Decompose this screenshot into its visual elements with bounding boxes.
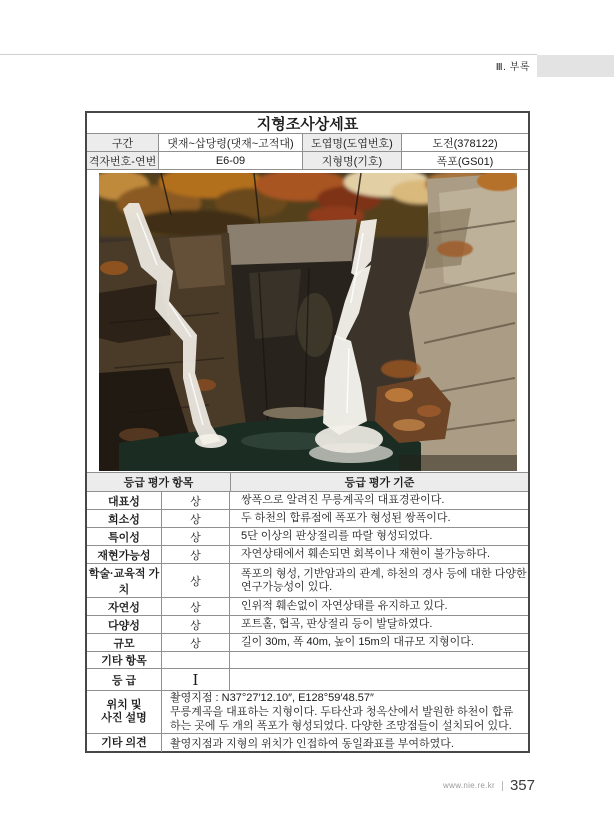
- info-label: 격자번호-연번: [87, 152, 158, 169]
- section-label: Ⅲ. 부록: [495, 62, 530, 73]
- location-description: 무릉계곡을 대표하는 지형이다. 두타산과 청옥산에서 발원한 하천이 합류하는 곳에 두 개의 폭포가 형성되었다. 다양한 조망점들이 설치되어 있다.: [170, 706, 514, 732]
- evaluation-criteria: [229, 652, 528, 668]
- evaluation-item: 학술·교육적 가치: [88, 567, 160, 596]
- evaluation-item: 등 급: [111, 674, 137, 687]
- evaluation-grade: Ⅰ: [161, 669, 229, 690]
- opinion-row: [87, 733, 528, 752]
- evaluation-header-row: [87, 472, 528, 491]
- evaluation-criteria: 인위적 훼손없이 자연상태를 유지하고 있다.: [229, 598, 528, 615]
- evaluation-criteria: 두 하천의 합류점에 폭포가 형성된 쌍폭이다.: [229, 510, 528, 527]
- evaluation-grade: 상: [161, 546, 229, 563]
- evaluation-item: 다양성: [108, 619, 140, 632]
- evaluation-criteria: [229, 669, 528, 690]
- evaluation-grade: 상: [161, 634, 229, 651]
- waterfall-photo: [99, 173, 517, 471]
- info-value: 도전(378122): [401, 134, 528, 151]
- info-row: [87, 151, 528, 169]
- evaluation-row: [87, 491, 528, 509]
- evaluation-item: 규모: [113, 637, 135, 650]
- info-value: E6-09: [158, 152, 302, 169]
- evaluation-grade: 상: [161, 616, 229, 633]
- page-number: 357: [509, 777, 535, 794]
- location-label-line2: 사진 설명: [101, 712, 147, 724]
- info-value: 폭포(GS01): [401, 152, 528, 169]
- location-label-line1: 위치 및: [106, 699, 142, 711]
- evaluation-header-criteria: 등급 평가 기준: [230, 473, 528, 491]
- evaluation-item: 대표성: [108, 495, 140, 508]
- evaluation-row: [87, 651, 528, 668]
- photo-row: [87, 169, 528, 472]
- evaluation-criteria: 길이 30m, 폭 40m, 높이 15m의 대규모 지형이다.: [229, 634, 528, 651]
- evaluation-item: 기타 항목: [101, 655, 147, 667]
- info-value: 댓재~삽당령(댓재~고적대): [158, 134, 302, 151]
- opinion-label: 기타 의견: [101, 736, 147, 749]
- evaluation-item: 자연성: [108, 601, 140, 614]
- evaluation-item: 재현가능성: [97, 549, 151, 562]
- evaluation-grade: 상: [161, 598, 229, 615]
- evaluation-item: 희소성: [108, 513, 140, 526]
- evaluation-grade: 상: [161, 564, 229, 597]
- evaluation-row: [87, 615, 528, 633]
- evaluation-row: [87, 668, 528, 690]
- shot-point: 촬영지점 : N37°27′12.10″, E128°59′48.57″: [170, 692, 374, 704]
- location-row: [87, 690, 528, 733]
- evaluation-row: [87, 527, 528, 545]
- evaluation-row: [87, 545, 528, 563]
- table-title: 지형조사상세표: [256, 115, 359, 133]
- info-row: [87, 133, 528, 151]
- evaluation-header-item: 등급 평가 항목: [87, 473, 230, 491]
- info-label: 도엽명(도엽번호): [302, 134, 401, 151]
- evaluation-row: [87, 563, 528, 597]
- evaluation-item: 특이성: [108, 531, 140, 544]
- page-footer: [443, 777, 535, 794]
- website-url: www.nie.re.kr: [443, 781, 495, 790]
- info-label: 구간: [87, 134, 158, 151]
- evaluation-row: [87, 597, 528, 615]
- location-content: [161, 691, 528, 733]
- evaluation-grade: 상: [161, 492, 229, 509]
- evaluation-criteria: 쌍폭으로 알려진 무릉계곡의 대표경관이다.: [229, 492, 528, 509]
- opinion-text: 촬영지점과 지형의 위치가 인접하여 동일좌표를 부여하였다.: [161, 734, 528, 752]
- evaluation-row: [87, 509, 528, 527]
- info-label: 지형명(기호): [302, 152, 401, 169]
- corner-tab: [537, 55, 614, 77]
- evaluation-criteria: 5단 이상의 판상절리를 따랄 형성되었다.: [229, 528, 528, 545]
- evaluation-criteria: 자연상태에서 훼손되면 회복이나 재현이 불가능하다.: [229, 546, 528, 563]
- evaluation-criteria: 포트홀, 협곡, 판상절리 등이 발달하였다.: [229, 616, 528, 633]
- evaluation-grade: [161, 652, 229, 668]
- survey-detail-table: [85, 111, 530, 753]
- evaluation-row: [87, 633, 528, 651]
- evaluation-grade: 상: [161, 528, 229, 545]
- evaluation-criteria: 폭포의 형성, 기반암과의 관계, 하천의 경사 등에 대한 다양한 연구가능성이 있다.: [229, 564, 528, 597]
- location-label: [87, 691, 161, 733]
- evaluation-grade: 상: [161, 510, 229, 527]
- footer-separator: [502, 781, 503, 791]
- table-title-row: [87, 113, 528, 133]
- header-rule: [0, 54, 537, 55]
